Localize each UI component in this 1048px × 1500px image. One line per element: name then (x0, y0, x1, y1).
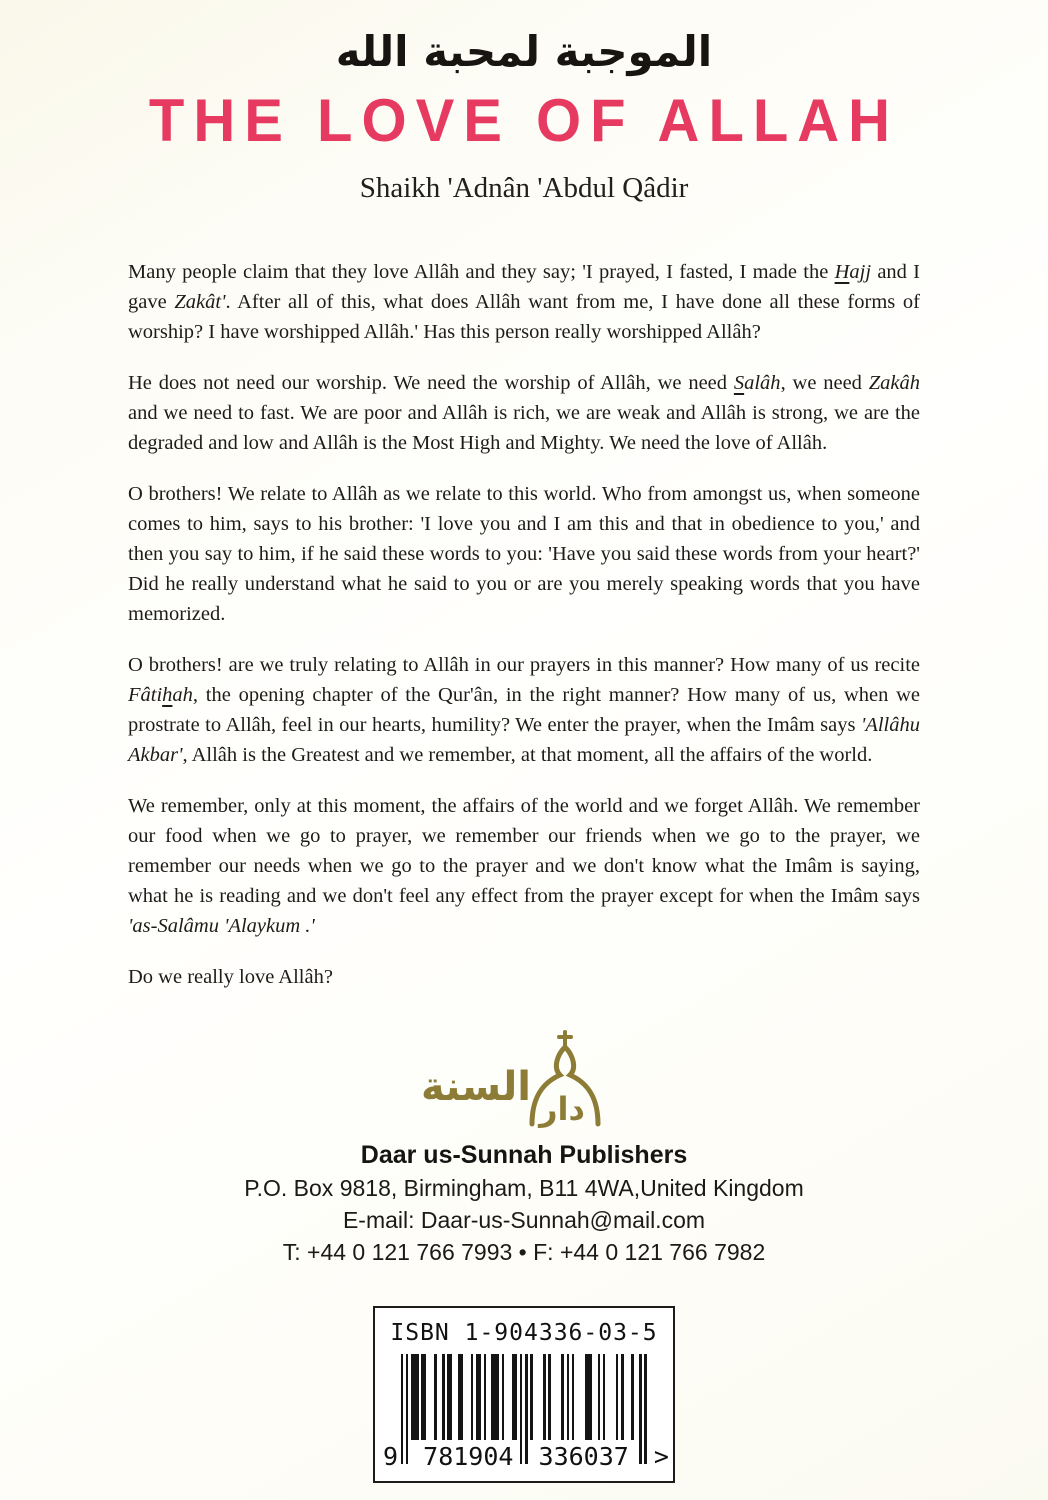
arabic-calligraphy: الموجبة لمحبة الله (335, 27, 713, 76)
barcode-end-arrow: > (653, 1441, 669, 1471)
closing-question: Do we really love Allâh? (128, 965, 333, 988)
book-title: THE LOVE OF ALLAH (148, 86, 900, 154)
body-paragraph: O brothers! are we truly relating to Allâh in our prayers in this manner? How many of us recite Fâtihah, the opening chapter of the Qur'ân, in the right manner? How many of us, when we prostrate to Allâh, feel in our hearts, humility? We enter the prayer, when the Imâm says 'Allâhu Akbar', Allâh is the Greatest and we remember, at that moment, all the affairs of the world. (128, 653, 920, 766)
publisher-phone-fax: T: +44 0 121 766 7993 • F: +44 0 121 766 7982 (282, 1238, 766, 1265)
body-paragraph: He does not need our worship. We need the worship of Allâh, we need Salâh, we need Zakâh and we need to fast. We are poor and Allâh is rich, we are weak and Allâh is strong, we are the degraded and low and Allâh is the Most High and Mighty. We need the love of Allâh. (128, 371, 921, 454)
logo-arabic-left: السنة (420, 1063, 532, 1110)
author-name: Shaikh 'Adnân 'Abdul Qâdir (359, 171, 689, 204)
barcode-digit-lead: 9 (383, 1441, 399, 1471)
body-text (128, 257, 920, 941)
body-paragraph: We remember, only at this moment, the affairs of the world and we forget Allâh. We remember our food when we go to prayer, we remember our friends when we go to the prayer, we remember our needs when we go to the prayer and we don't know what the Imâm is saying, what he is reading and we don't feel any effect from the prayer except for when the Imâm says 'as-Salâmu 'Alaykum .' (128, 794, 920, 937)
barcode-digit-group2: 336037 (538, 1441, 629, 1471)
body-paragraph: Many people claim that they love Allâh and they say; 'I prayed, I fasted, I made the Hajj and I gave Zakât'. After all of this, what does Allâh want from me, I have done all these forms of worship? I have worshipped Allâh.' Has this person really worshipped Allâh? (128, 260, 920, 343)
publisher-email: E-mail: Daar-us-Sunnah@mail.com (342, 1206, 706, 1233)
isbn-number: ISBN 1-904336-03-5 (390, 1319, 658, 1346)
isbn-barcode-label (373, 1306, 675, 1483)
publisher-name: Daar us-Sunnah Publishers (360, 1140, 688, 1169)
mosque-dome-icon (414, 1026, 634, 1128)
barcode-digits (383, 1442, 669, 1471)
logo-arabic-dome: دار (539, 1089, 585, 1128)
publisher-address: P.O. Box 9818, Birmingham, B11 4WA,United Kingdom (244, 1174, 804, 1201)
body-paragraph: O brothers! We relate to Allâh as we relate to this world. Who from amongst us, when someone comes to him, says to his brother: 'I love you and I am this and that in obedience to you,' and then you say to him, if he said these words to you: 'Have you said these words from your heart?' Did he really understand what he said to you or are you merely speaking words that you have memorized. (128, 482, 920, 625)
publisher-logo (0, 1026, 1048, 1133)
barcode-digit-group1: 781904 (423, 1441, 514, 1471)
